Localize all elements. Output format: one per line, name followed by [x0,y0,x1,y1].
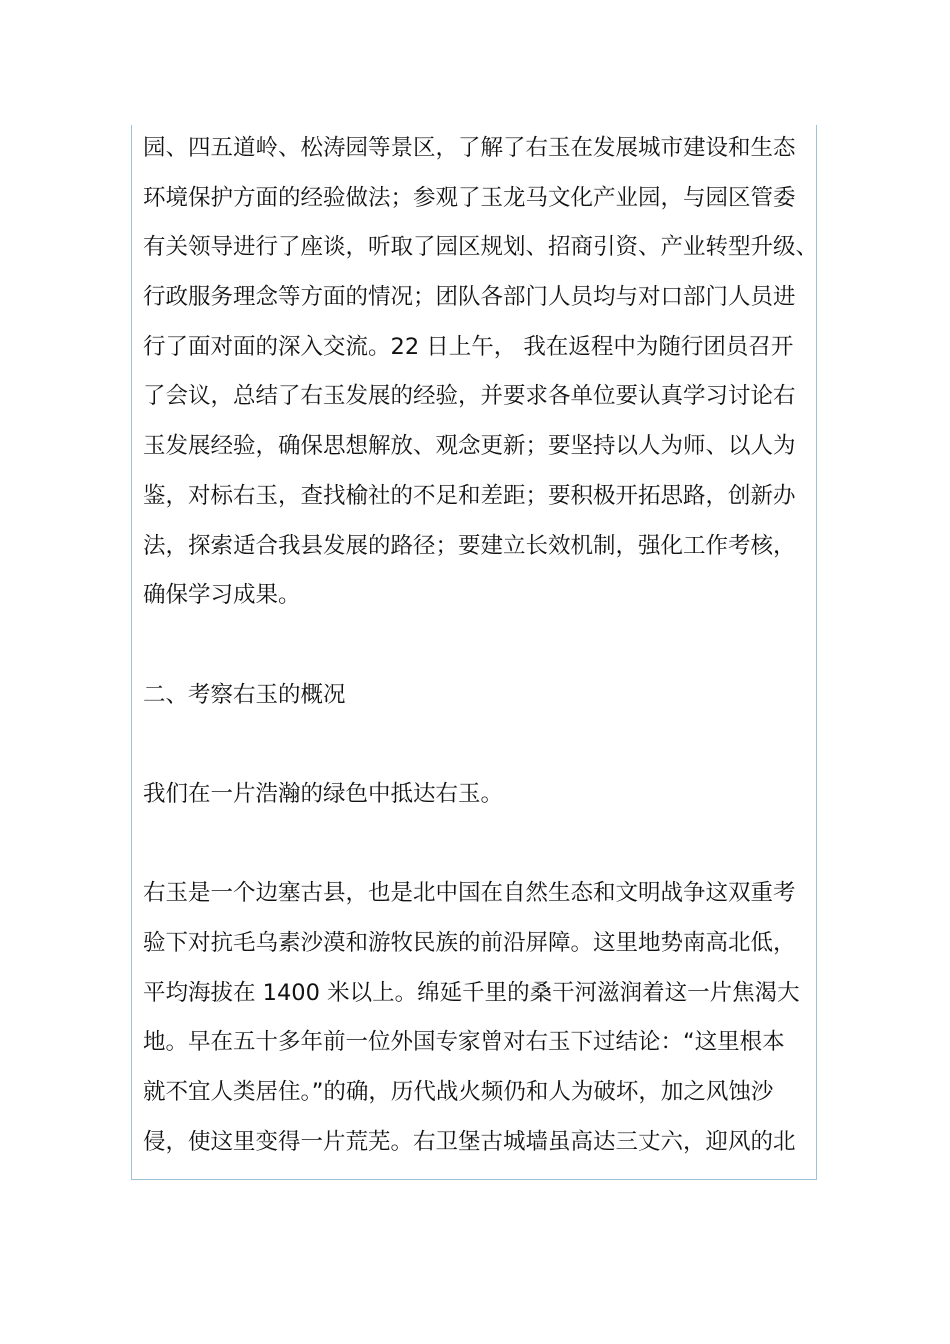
text-line: 有关领导进行了座谈，听取了园区规划、招商引资、产业转型升级、 [143,234,819,261]
text-line: 确保学习成果。 [143,582,301,609]
document-body [143,124,819,1167]
text-line: 侵，使这里变得一片荒芜。右卫堡古城墙虽高达三丈六，迎风的北 [143,1128,796,1155]
text-line: 右玉是一个边塞古县，也是北中国在自然生态和文明战争这双重考 [143,880,796,907]
text-line: 行政服务理念等方面的情况；团队各部门人员均与对口部门人员进 [143,284,796,311]
paragraph-2: 我们在一片浩瀚的绿色中抵达右玉。 [143,780,504,807]
text-line: 平均海拔在 1400 米以上。绵延千里的桑干河滋润着这一片焦渴大 [143,979,800,1006]
paragraph-spacer [143,820,803,870]
text-line: 园、四五道岭、松涛园等景区，了解了右玉在发展城市建设和生态 [143,135,796,161]
paragraph-1 [143,124,819,621]
paragraph-spacer [143,621,803,671]
text-line: 了会议，总结了右玉发展的经验，并要求各单位要认真学习讨论右 [143,383,796,410]
text-line: 环境保护方面的经验做法；参观了玉龙马文化产业园，与园区管委 [143,184,796,211]
text-line: 玉发展经验，确保思想解放、观念更新；要坚持以人为师、以人为 [143,433,796,460]
text-line: 法，探索适合我县发展的路径；要建立长效机制，强化工作考核， [143,532,796,559]
text-line: 地。早在五十多年前一位外国专家曾对右玉下过结论：“这里根本 [143,1029,785,1056]
text-line: 行了面对面的深入交流。22 日上午， 我在返程中为随行团员召开 [143,333,794,360]
paragraph-3 [143,869,803,1167]
paragraph-spacer [143,720,803,770]
text-line: 验下对抗毛乌素沙漠和游牧民族的前沿屏障。这里地势南高北低， [143,930,796,956]
text-line: 就不宜人类居住。”的确，历代战火频仍和人为破坏，加之风蚀沙 [143,1079,774,1106]
text-line: 鉴，对标右玉，查找榆社的不足和差距；要积极开拓思路，创新办 [143,482,796,509]
section-heading: 二、考察右玉的概况 [143,681,346,708]
